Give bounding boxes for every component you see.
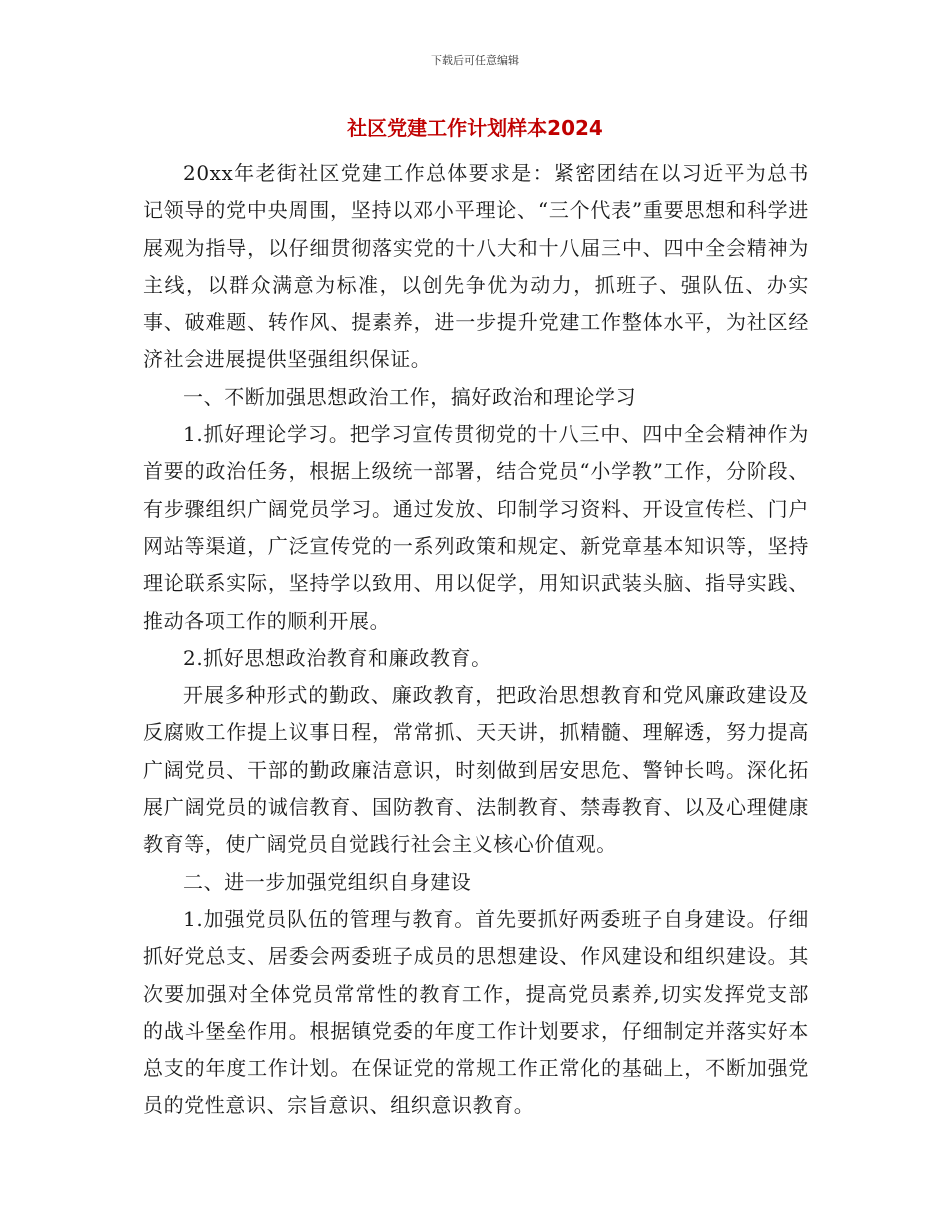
subheading-political-education: 2.抓好思想政治教育和廉政教育。 (183, 645, 492, 670)
section-heading-2: 二、进一步加强党组织自身建设 (183, 869, 472, 894)
section-heading-1: 一、不断加强思想政治工作，搞好政治和理论学习 (183, 384, 637, 409)
header-note: 下载后可任意编辑 (431, 54, 519, 67)
page-title: 社区党建工作计划样本2024 (347, 116, 603, 140)
paragraph-intro: 20xx年老街社区党建工作总体要求是：紧密团结在以习近平为总书记领导的党中央周围，坚持以邓小平理论、“三个代表”重要思想和科学进展观为指导，以仔细贯彻落实党的十八大和十八届三中、四中全会精神为主线，以群众满意为标准，以创先争优为动力，抓班子、强队伍、办实事、破难题、转作风、提素养，进一步提升党建工作整体水平，为社区经济社会进展提供坚强组织保证。 (143, 161, 809, 372)
paragraph-theory-study: 1.抓好理论学习。把学习宣传贯彻党的十八三中、四中全会精神作为首要的政治任务，根据上级统一部署，结合党员“小学教”工作，分阶段、有步骤组织广阔党员学习。通过发放、印制学习资料、开设宣传栏、门户网站等渠道，广泛宣传党的一系列政策和规定、新党章基本知识等，坚持理论联系实际，坚持学以致用、用以促学，用知识武装头脑、指导实践、推动各项工作的顺利开展。 (143, 422, 809, 633)
document-body (143, 155, 809, 1125)
paragraph-member-management: 1.加强党员队伍的管理与教育。首先要抓好两委班子自身建设。仔细抓好党总支、居委会两委班子成员的思想建设、作风建设和组织建设。其次要加强对全体党员常常性的教育工作，提高党员素养,切实发挥党支部的战斗堡垒作用。根据镇党委的年度工作计划要求，仔细制定并落实好本总支的年度工作计划。在保证党的常规工作正常化的基础上，不断加强党员的党性意识、宗旨意识、组织意识教育。 (143, 906, 809, 1118)
paragraph-clean-governance: 开展多种形式的勤政、廉政教育，把政治思想教育和党风廉政建设及反腐败工作提上议事日程，常常抓、天天讲，抓精髓、理解透，努力提高广阔党员、干部的勤政廉洁意识，时刻做到居安思危、警钟长鸣。深化拓展广阔党员的诚信教育、国防教育、法制教育、禁毒教育、以及心理健康教育等，使广阔党员自觉践行社会主义核心价值观。 (143, 683, 809, 857)
